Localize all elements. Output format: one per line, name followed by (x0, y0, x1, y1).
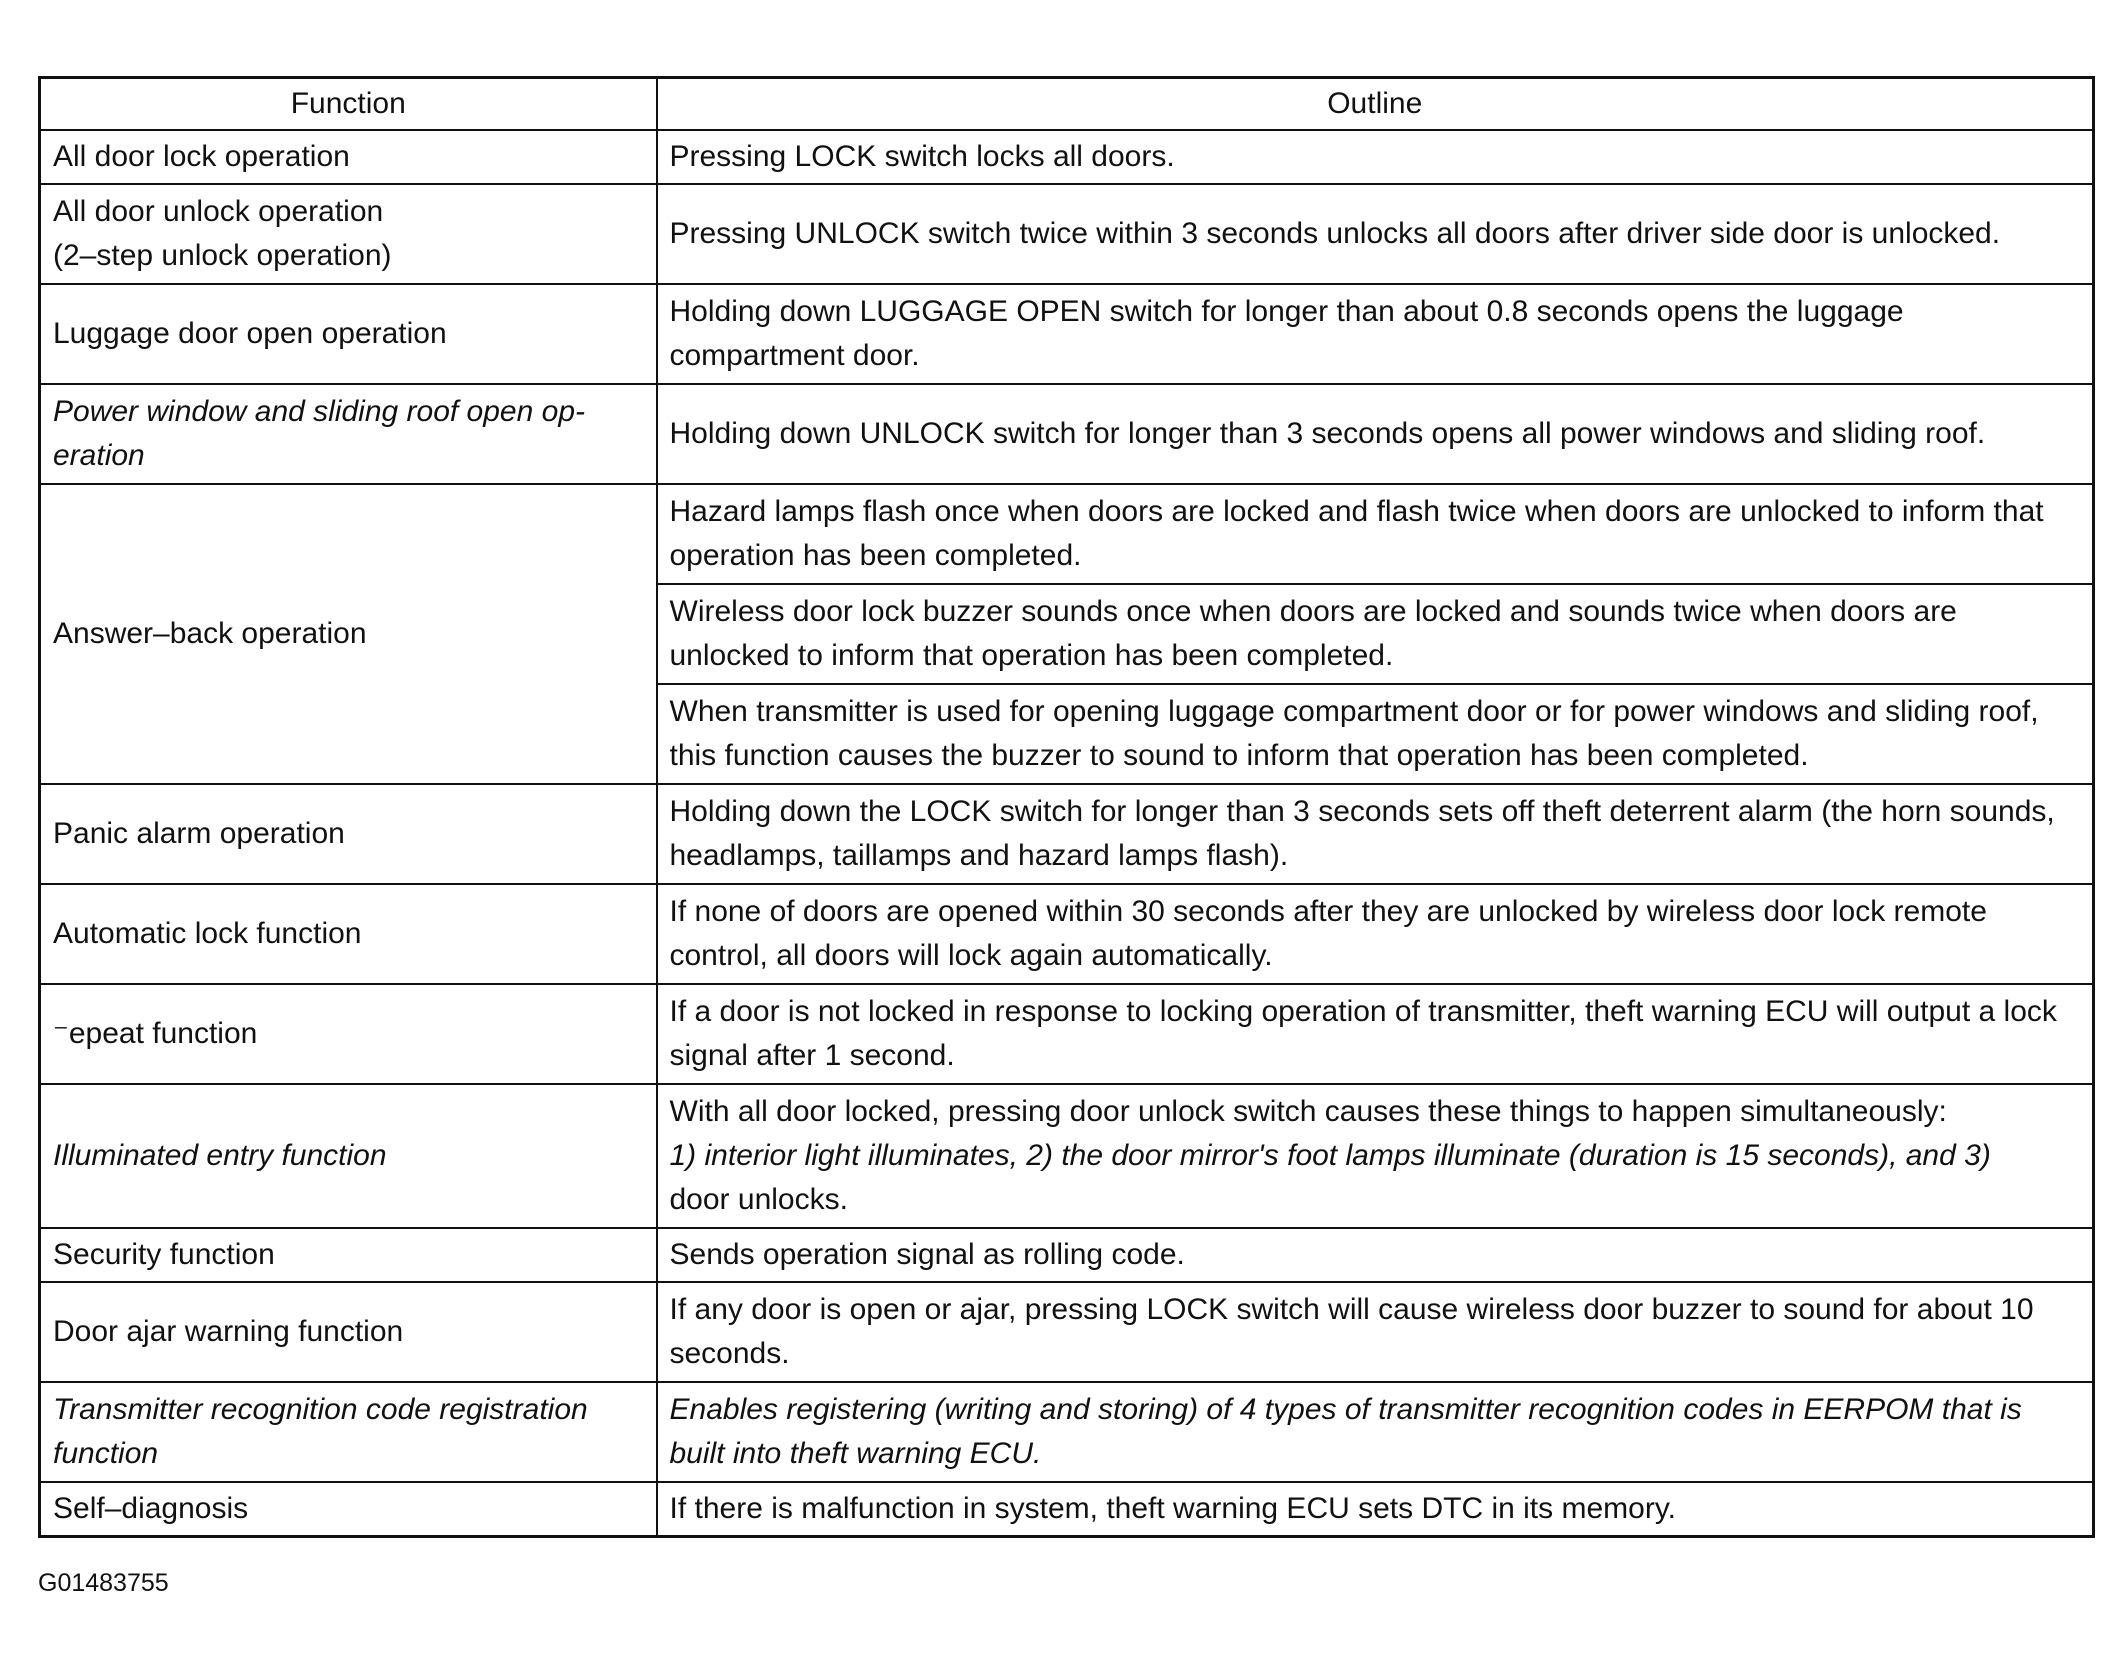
function-column-header: Function (40, 78, 657, 130)
table-row (40, 184, 2094, 284)
outline-cell: Hazard lamps flash once when doors are locked and flash twice when doors are unlocked to inform that operation has been completed. (657, 484, 2094, 584)
outline-cell: Holding down LUGGAGE OPEN switch for longer than about 0.8 seconds opens the luggage compartment door. (657, 284, 2094, 384)
table-row (40, 384, 2094, 484)
table-header-row (40, 78, 2094, 130)
function-cell: Transmitter recognition code registration function (40, 1382, 657, 1482)
outline-cell: If any door is open or ajar, pressing LOCK switch will cause wireless door buzzer to sound for about 10 seconds. (657, 1282, 2094, 1382)
outline-line: door unlocks. (669, 1182, 848, 1216)
function-cell: Answer–back operation (40, 484, 657, 784)
outline-column-header: Outline (657, 78, 2094, 130)
outline-cell: If none of doors are opened within 30 seconds after they are unlocked by wireless door lock remote control, all doors will lock again automatically. (657, 884, 2094, 984)
outline-cell: If a door is not locked in response to locking operation of transmitter, theft warning ECU will output a lock signal after 1 second. (657, 984, 2094, 1084)
function-cell: Security function (40, 1228, 657, 1282)
outline-line: 1) interior light illuminates, 2) the door mirror's foot lamps illuminate (duration is 15 seconds), and 3) (669, 1138, 1991, 1172)
table-row (40, 784, 2094, 884)
table-row (40, 1482, 2094, 1537)
table-row (40, 484, 2094, 584)
function-cell: Panic alarm operation (40, 784, 657, 884)
table-row (40, 1382, 2094, 1482)
outline-cell: If there is malfunction in system, theft warning ECU sets DTC in its memory. (657, 1482, 2094, 1537)
table-row (40, 1228, 2094, 1282)
function-cell: Power window and sliding roof open op- eration (40, 384, 657, 484)
outline-cell: Holding down UNLOCK switch for longer than 3 seconds opens all power windows and sliding roof. (657, 384, 2094, 484)
table-row (40, 884, 2094, 984)
table-row (40, 1282, 2094, 1382)
function-cell: Luggage door open operation (40, 284, 657, 384)
table-row (40, 1084, 2094, 1228)
outline-cell: Wireless door lock buzzer sounds once when doors are locked and sounds twice when doors are unlocked to inform that operation has been completed. (657, 584, 2094, 684)
outline-cell: Enables registering (writing and storing) of 4 types of transmitter recognition codes in EERPOM that is built into theft warning ECU. (657, 1382, 2094, 1482)
outline-cell: Holding down the LOCK switch for longer than 3 seconds sets off theft deterrent alarm (the horn sounds, headlamps, taillamps and hazard lamps flash). (657, 784, 2094, 884)
table-row (40, 284, 2094, 384)
function-cell: Illuminated entry function (40, 1084, 657, 1228)
function-cell: All door lock operation (40, 130, 657, 184)
function-cell: ⁻epeat function (40, 984, 657, 1084)
outline-cell (657, 1084, 2094, 1228)
outline-cell: When transmitter is used for opening luggage compartment door or for power windows and sliding roof, this function causes the buzzer to sound to inform that operation has been completed. (657, 684, 2094, 784)
outline-cell: Sends operation signal as rolling code. (657, 1228, 2094, 1282)
table-row (40, 984, 2094, 1084)
function-cell: Automatic lock function (40, 884, 657, 984)
outline-cell: Pressing LOCK switch locks all doors. (657, 130, 2094, 184)
function-outline-table (38, 76, 2095, 1538)
outline-cell: Pressing UNLOCK switch twice within 3 seconds unlocks all doors after driver side door is unlocked. (657, 184, 2094, 284)
figure-code: G01483755 (38, 1569, 169, 1597)
function-cell: Door ajar warning function (40, 1282, 657, 1382)
function-cell: All door unlock operation (2–step unlock operation) (40, 184, 657, 284)
table-row (40, 130, 2094, 184)
function-cell: Self–diagnosis (40, 1482, 657, 1537)
outline-line: With all door locked, pressing door unlock switch causes these things to happen simultaneously: (669, 1094, 1947, 1128)
